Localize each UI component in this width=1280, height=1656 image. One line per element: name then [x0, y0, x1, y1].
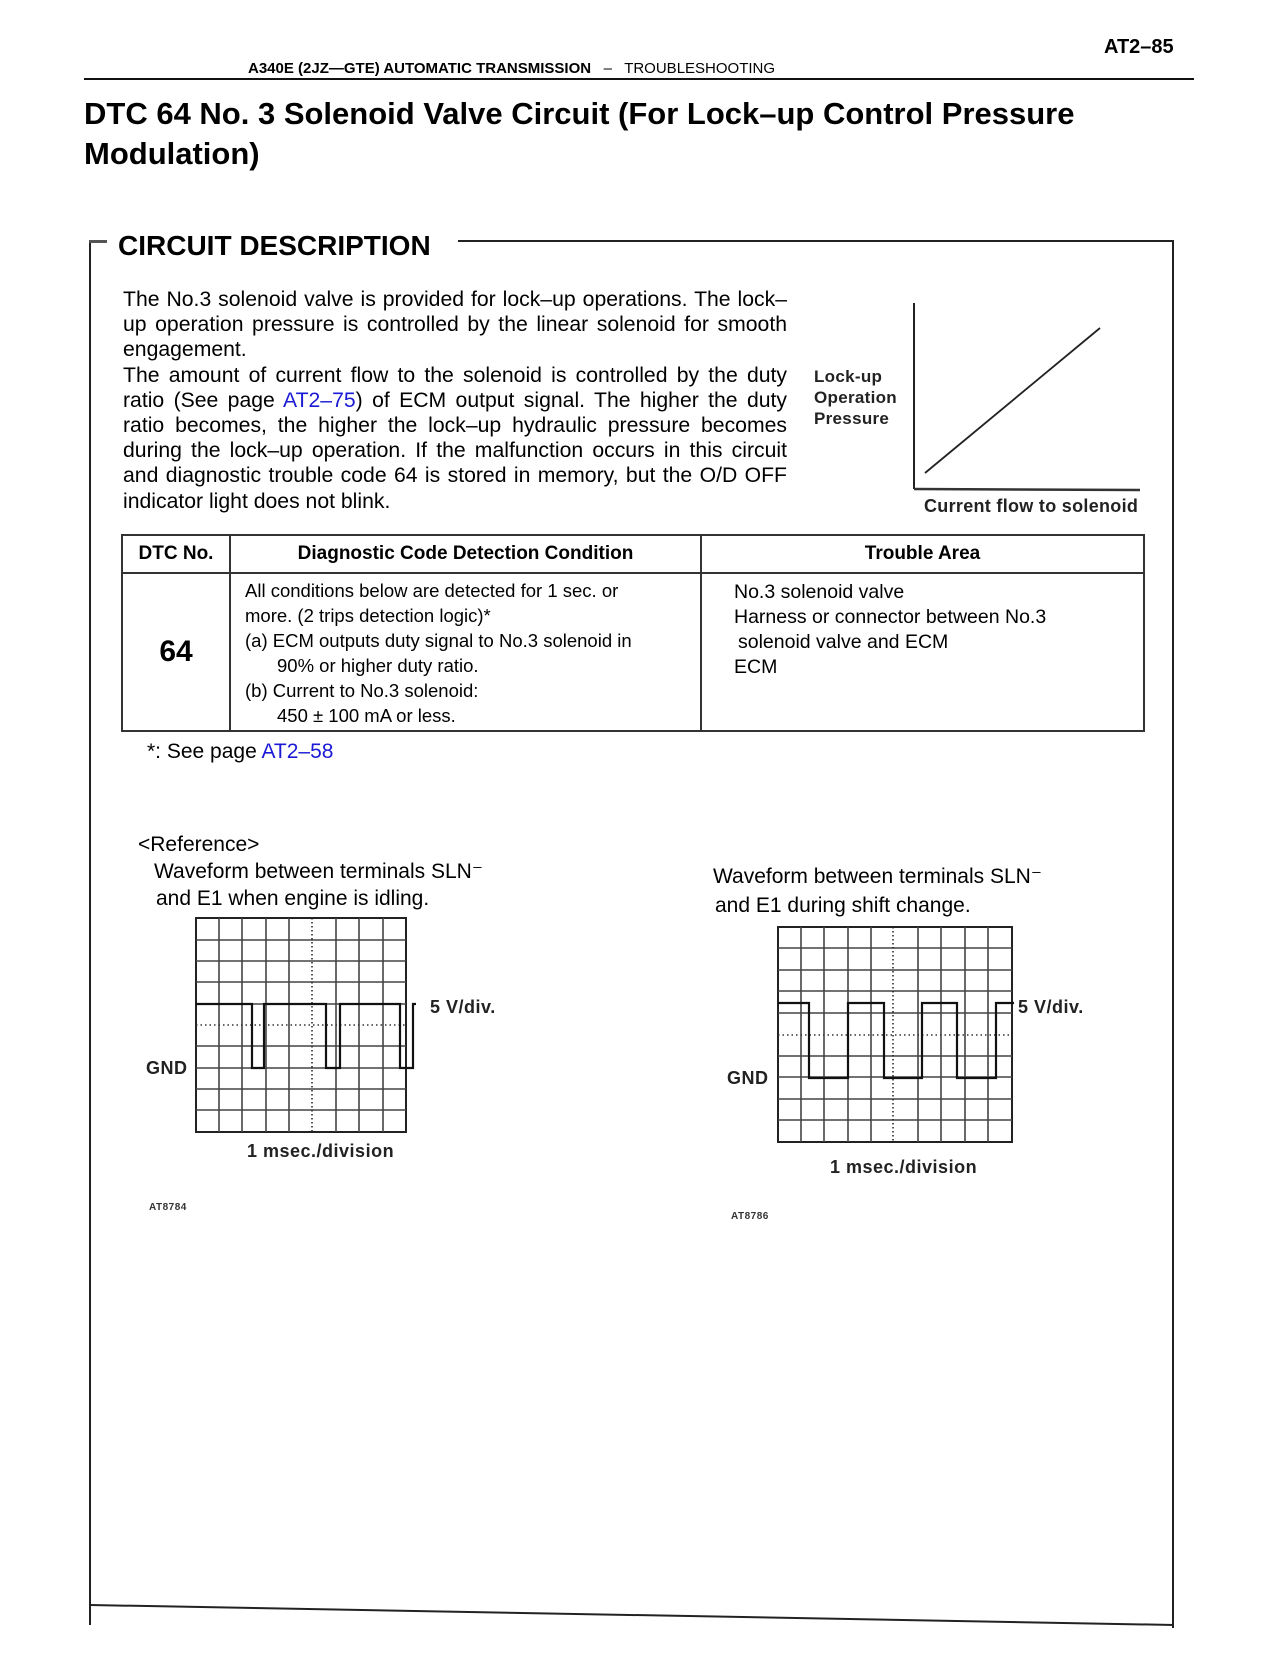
y-label-line: Lock-up — [814, 367, 883, 386]
frame-corner — [89, 240, 107, 243]
caption-line: Waveform between terminals SLN⁻ — [713, 865, 1042, 888]
y-label-line: Operation — [814, 388, 897, 407]
time-scale-label: 1 msec./division — [830, 1157, 978, 1177]
condition-line: 450 ± 100 mA or less. — [277, 705, 456, 726]
page-link-at2-75[interactable]: AT2–75 — [283, 388, 356, 412]
trouble-area-item: solenoid valve and ECM — [738, 631, 949, 653]
frame-left-border — [89, 240, 91, 1625]
running-head — [248, 60, 775, 77]
gnd-label: GND — [146, 1058, 188, 1078]
pressure-graph — [900, 295, 1150, 495]
page-link-at2-58[interactable]: AT2–58 — [261, 740, 334, 763]
volt-scale-label: 5 V/div. — [1018, 997, 1084, 1017]
reference-left-caption — [124, 831, 483, 912]
dtc-table — [121, 534, 1145, 732]
condition-line: more. (2 trips detection logic)* — [245, 605, 491, 626]
section-heading: CIRCUIT DESCRIPTION — [118, 230, 431, 261]
reference-label: <Reference> — [138, 833, 260, 856]
trouble-area-item: ECM — [734, 656, 778, 678]
footnote-text: *: See page — [147, 740, 262, 763]
pressure-graph-y-label — [814, 366, 897, 429]
y-label-line: Pressure — [814, 409, 890, 428]
time-scale-label: 1 msec./division — [247, 1141, 395, 1161]
header-dtc-no: DTC No. — [122, 535, 230, 573]
caption-line: and E1 during shift change. — [715, 894, 971, 917]
detection-condition — [230, 573, 701, 731]
paragraph-text: The amount of current flow to the solenoid is controlled by the duty ratio (See page — [123, 363, 787, 412]
table-row — [122, 573, 1144, 731]
volt-scale-label: 5 V/div. — [430, 997, 496, 1017]
description-paragraph-1: The No.3 solenoid valve is provided for lock–up operations. The lock–up operation pressure is controlled by the linear solenoid for smooth engagement. — [123, 288, 787, 362]
description-paragraph-2 — [123, 363, 787, 514]
footnote — [147, 740, 333, 764]
figure-id: AT8786 — [731, 1211, 769, 1222]
head-separator: – — [603, 60, 612, 77]
frame-bottom-border — [84, 1595, 1184, 1645]
gnd-label: GND — [727, 1068, 769, 1088]
header-rule — [84, 78, 1194, 80]
subsection-name: TROUBLESHOOTING — [624, 60, 776, 77]
condition-line: All conditions below are detected for 1 sec. or — [245, 580, 619, 601]
trouble-area — [701, 573, 1144, 731]
page-title: DTC 64 No. 3 Solenoid Valve Circuit (For Lock–up Control Pressure Modulation) — [84, 96, 1075, 171]
trouble-area-item: Harness or connector between No.3 — [734, 606, 1047, 628]
frame-top-border — [458, 240, 1174, 242]
header-trouble-area: Trouble Area — [701, 535, 1144, 573]
condition-line: 90% or higher duty ratio. — [277, 655, 479, 676]
condition-line: (a) ECM outputs duty signal to No.3 solenoid in — [245, 630, 632, 651]
page-number: AT2–85 — [1104, 36, 1174, 58]
caption-line: Waveform between terminals SLN⁻ — [154, 860, 483, 883]
figure-id: AT8784 — [149, 1202, 187, 1213]
oscilloscope-waveform-idle — [190, 912, 420, 1142]
circuit-description — [123, 287, 787, 514]
frame-right-border — [1172, 240, 1174, 1628]
condition-line: (b) Current to No.3 solenoid: — [245, 680, 479, 701]
pressure-graph-x-label: Current flow to solenoid — [924, 496, 1139, 516]
reference-right-caption — [713, 862, 1042, 920]
section-name: A340E (2JZ—GTE) AUTOMATIC TRANSMISSION — [248, 60, 592, 77]
trouble-area-item: No.3 solenoid valve — [734, 581, 905, 603]
dtc-code: 64 — [122, 573, 230, 731]
paragraph-text: ) of ECM output signal. The higher the duty ratio becomes, the higher the lock–up hydraulic pressure becomes during the lock–up operation. If the malfunction occurs in this circuit and diagnostic trouble code 64 is stored in memory, but the O/D OFF indicator light does not blink. — [123, 388, 787, 513]
header-detection-condition: Diagnostic Code Detection Condition — [230, 535, 701, 573]
caption-line: and E1 when engine is idling. — [156, 887, 430, 910]
oscilloscope-waveform-shift — [772, 921, 1022, 1151]
table-header-row — [122, 535, 1144, 573]
